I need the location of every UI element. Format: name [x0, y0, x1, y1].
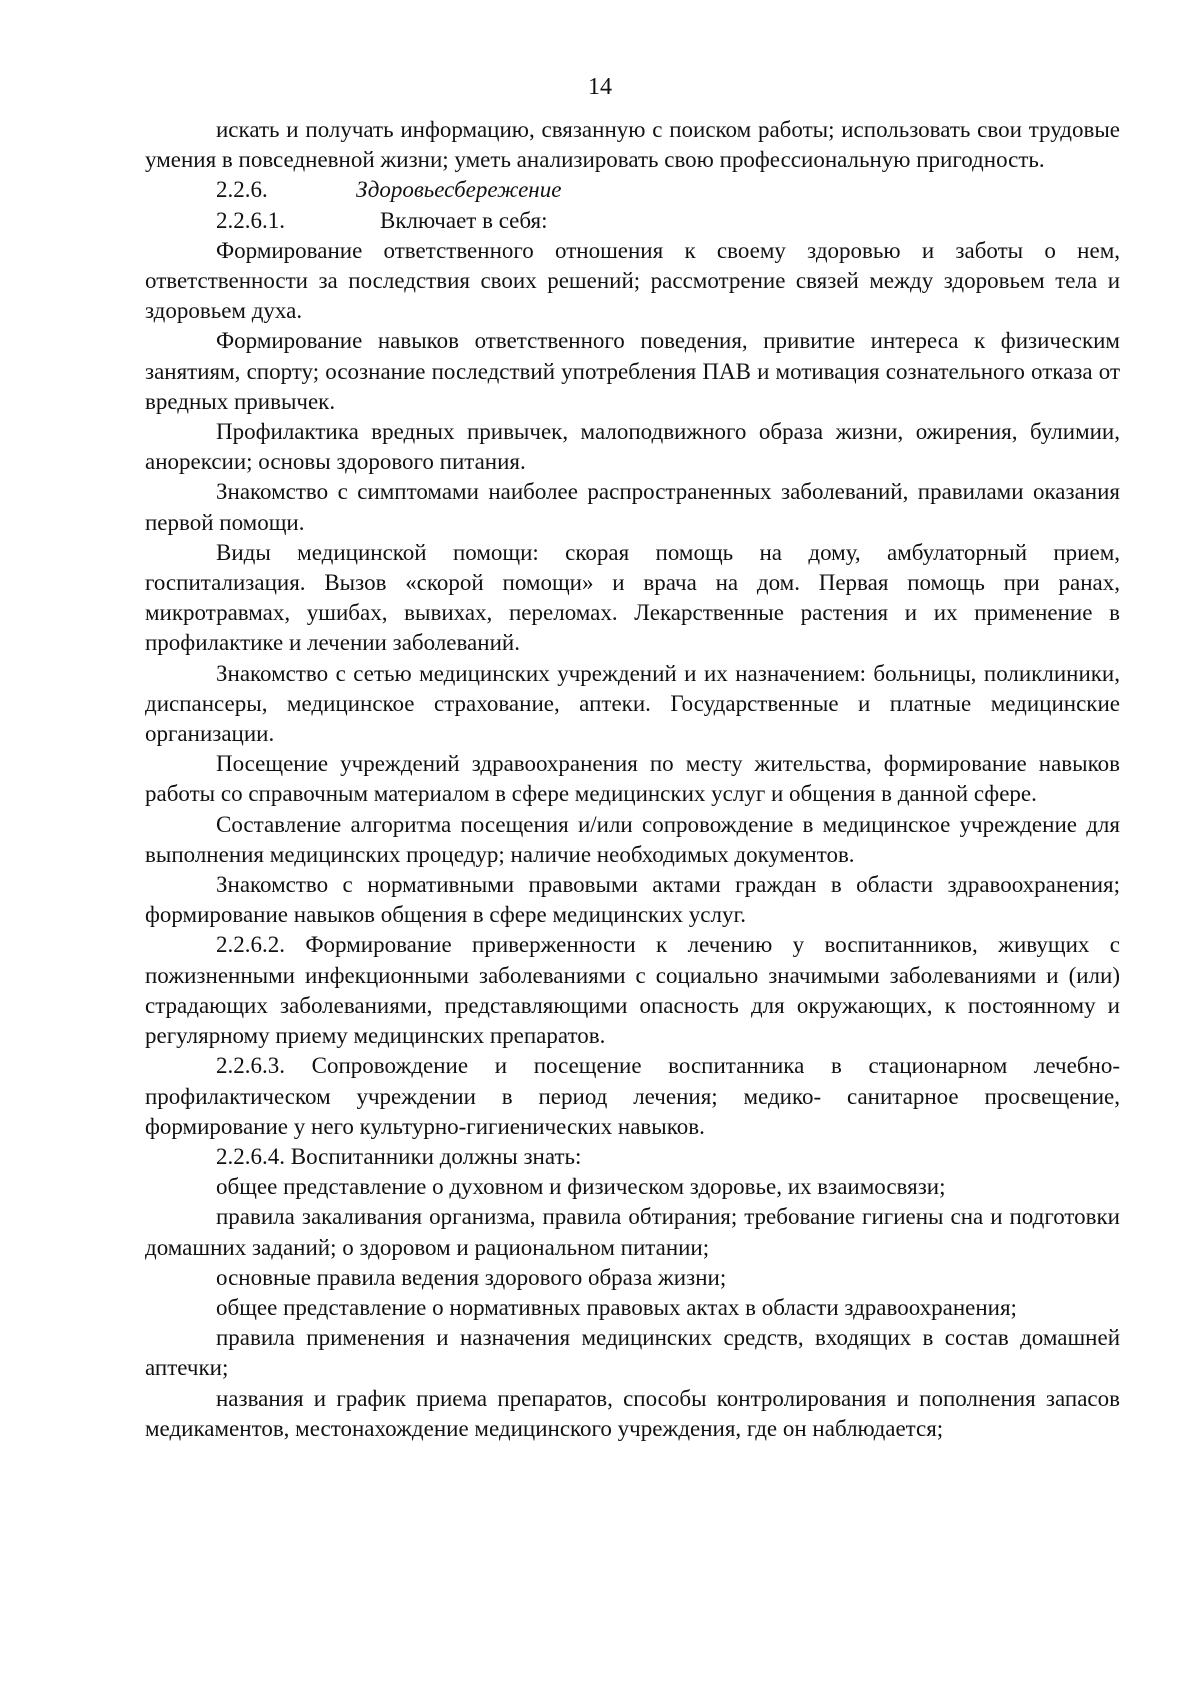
- page-number: 14: [588, 74, 612, 100]
- list-item: общее представление о нормативных правовых актах в области здравоохранения;: [216, 1294, 1017, 1320]
- paragraph: Знакомство с сетью медицинских учреждений и их назначением: больницы, поликлиники, диспансеры, медицинское страхование, аптеки. Государственные и платные медицинские организации.: [145, 660, 1120, 747]
- paragraph: Посещение учреждений здравоохранения по месту жительства, формирование навыков работы со справочным материалом в сфере медицинских услуг и общения в данной сфере.: [145, 751, 1120, 807]
- paragraph: Виды медицинской помощи: скорая помощь на дому, амбулаторный прием, госпитализация. Вызов «скорой помощи» и врача на дом. Первая помощь при ранах, микротравмах, ушибах, вывихах, переломах. Лекарственные растения и их применение в профилактике и лечении заболеваний.: [145, 539, 1120, 656]
- paragraph: 2.2.6.2. Формирование приверженности к лечению у воспитанников, живущих с пожизненными инфекционными заболеваниями с социально значимыми заболеваниями и (или) страдающих заболеваниями, представляющими опасность для окружающих, к постоянному и регулярному приему медицинских препаратов.: [145, 932, 1120, 1049]
- list-item: основные правила ведения здорового образа жизни;: [216, 1264, 727, 1290]
- paragraph: Знакомство с симптомами наиболее распространенных заболеваний, правилами оказания первой помощи.: [145, 479, 1120, 535]
- list-item: правила закаливания организма, правила обтирания; требование гигиены сна и подготовки домашних заданий; о здоровом и рациональном питании;: [145, 1204, 1120, 1260]
- section-number: 2.2.6.: [216, 177, 268, 203]
- list-item: общее представление о духовном и физическом здоровье, их взаимосвязи;: [216, 1174, 946, 1200]
- section-number: 2.2.6.1.: [216, 207, 285, 233]
- section-title: Включает в себя:: [380, 207, 548, 233]
- paragraph: 2.2.6.3. Сопровождение и посещение воспитанника в стационарном лечебно-профилактическом учреждении в период лечения; медико- санитарное просвещение, формирование у него культурно-гигиенических навыков.: [145, 1053, 1120, 1139]
- document-body: [145, 115, 1120, 1444]
- section-heading-2-2-6: [145, 175, 1120, 205]
- paragraph: 2.2.6.4. Воспитанники должны знать:: [216, 1143, 582, 1169]
- paragraph: Формирование навыков ответственного поведения, привитие интереса к физическим занятиям, спорту; осознание последствий употребления ПАВ и мотивация сознательного отказа от вредных привычек.: [145, 328, 1120, 414]
- section-heading-2-2-6-1: [145, 206, 1120, 236]
- paragraph: Знакомство с нормативными правовыми актами граждан в области здравоохранения; формирование навыков общения в сфере медицинских услуг.: [145, 872, 1120, 928]
- list-item: правила применения и назначения медицинских средств, входящих в состав домашней аптечки;: [145, 1325, 1120, 1381]
- paragraph: Формирование ответственного отношения к своему здоровью и заботы о нем, ответственности за последствия своих решений; рассмотрение связей между здоровьем тела и здоровьем духа.: [145, 237, 1120, 324]
- section-title: Здоровьесбережение: [356, 177, 562, 203]
- paragraph: Составление алгоритма посещения и/или сопровождение в медицинское учреждение для выполнения медицинских процедур; наличие необходимых документов.: [145, 811, 1120, 867]
- list-item: названия и график приема препаратов, способы контролирования и пополнения запасов медикаментов, местонахождение медицинского учреждения, где он наблюдается;: [145, 1385, 1120, 1441]
- paragraph: Профилактика вредных привычек, малоподвижного образа жизни, ожирения, булимии, анорексии; основы здорового питания.: [145, 419, 1120, 475]
- paragraph-continuation: искать и получать информацию, связанную с поиском работы; использовать свои трудовые умения в повседневной жизни; уметь анализировать свою профессиональную пригодность.: [145, 117, 1120, 173]
